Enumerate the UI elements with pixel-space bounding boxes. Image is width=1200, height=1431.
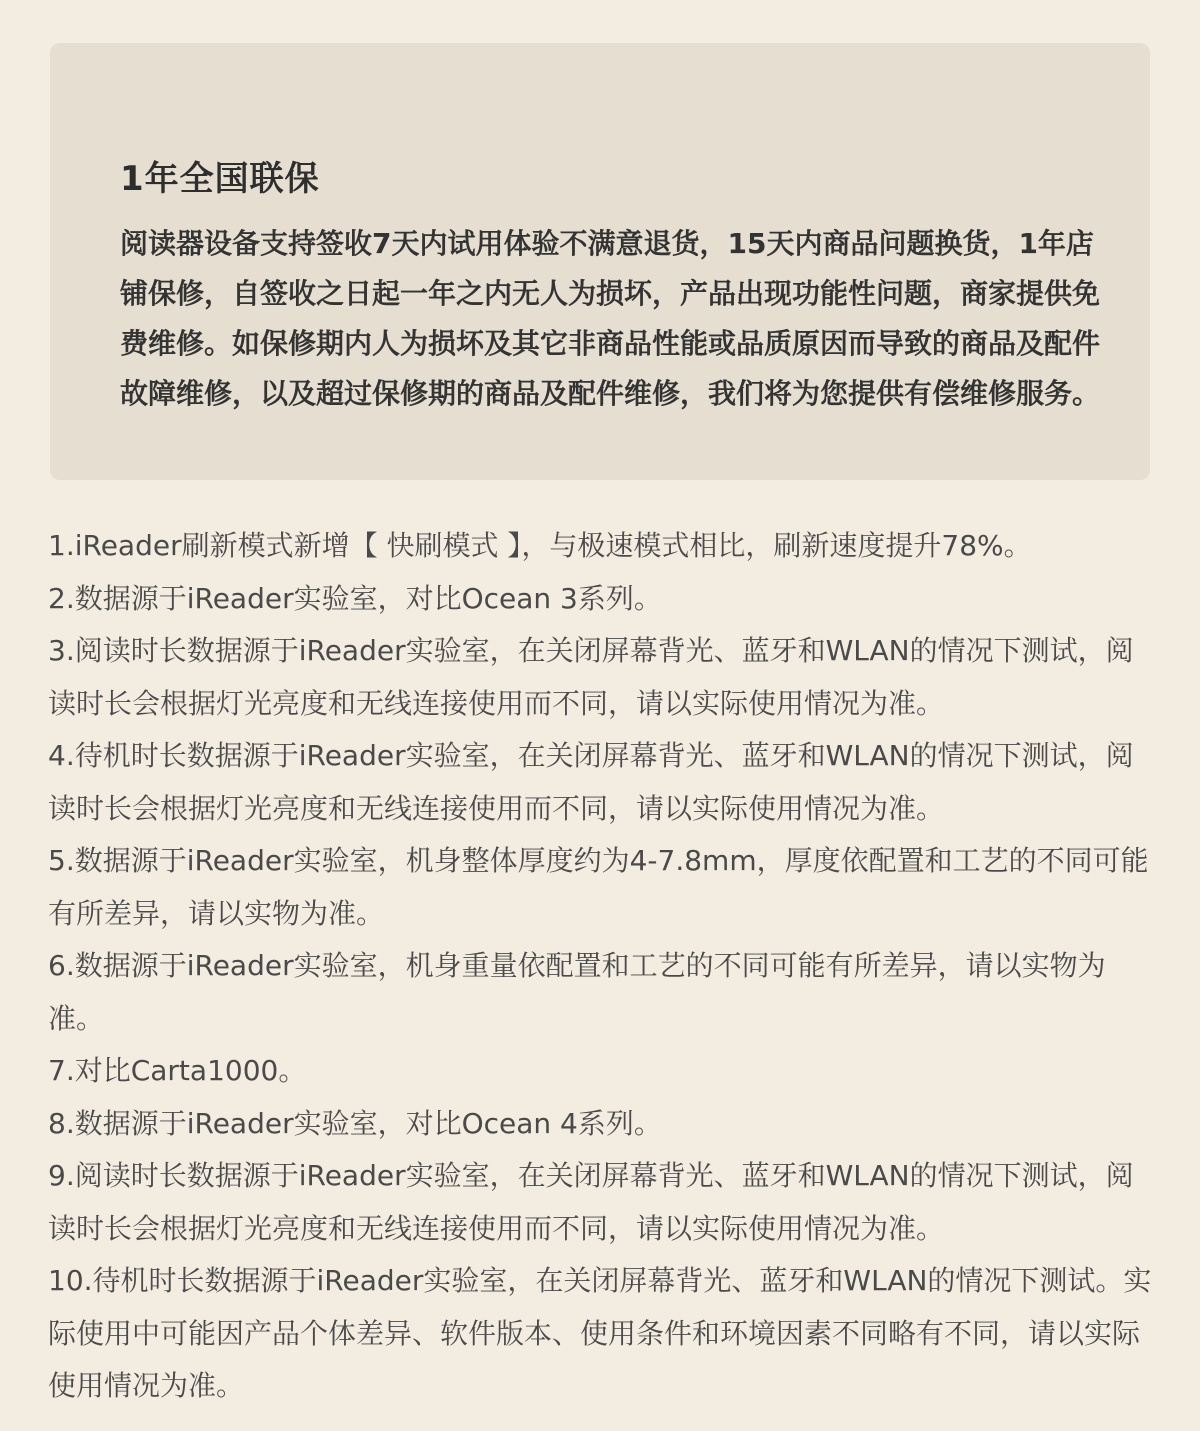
footnote-item: 5.数据源于iReader实验室，机身整体厚度约为4-7.8mm，厚度依配置和工艺的不同可能有所差异，请以实物为准。 <box>48 844 1149 930</box>
warranty-card <box>50 43 1150 480</box>
footnote-item: 9.阅读时长数据源于iReader实验室，在关闭屏幕背光、蓝牙和WLAN的情况下测试，阅读时长会根据灯光亮度和无线连接使用而不同，请以实际使用情况为准。 <box>48 1159 1134 1245</box>
footnote-item: 1.iReader刷新模式新增【 快刷模式 】，与极速模式相比，刷新速度提升78%。 <box>48 529 1032 562</box>
warranty-title: 1年全国联保 <box>120 159 320 199</box>
footnote-item: 3.阅读时长数据源于iReader实验室，在关闭屏幕背光、蓝牙和WLAN的情况下测试，阅读时长会根据灯光亮度和无线连接使用而不同，请以实际使用情况为准。 <box>48 634 1134 720</box>
footnote-item: 7.对比Carta1000。 <box>48 1054 307 1087</box>
footnotes-list <box>48 520 1158 1413</box>
footnote-item: 4.待机时长数据源于iReader实验室，在关闭屏幕背光、蓝牙和WLAN的情况下测试，阅读时长会根据灯光亮度和无线连接使用而不同，请以实际使用情况为准。 <box>48 739 1134 825</box>
footnote-item: 8.数据源于iReader实验室，对比Ocean 4系列。 <box>48 1106 662 1140</box>
footnote-item: 6.数据源于iReader实验室，机身重量依配置和工艺的不同可能有所差异，请以实物为准。 <box>48 949 1106 1035</box>
footnote-item: 10.待机时长数据源于iReader实验室，在关闭屏幕背光、蓝牙和WLAN的情况下测试。实际使用中可能因产品个体差异、软件版本、使用条件和环境因素不同略有不同，请以实际使用情况为准。 <box>48 1264 1152 1402</box>
footnote-item: 2.数据源于iReader实验室，对比Ocean 3系列。 <box>48 581 662 615</box>
warranty-body: 阅读器设备支持签收7天内试用体验不满意退货，15天内商品问题换货，1年店铺保修，自签收之日起一年之内无人为损坏，产品出现功能性问题，商家提供免费维修。如保修期内人为损坏及其它非商品性能或品质原因而导致的商品及配件故障维修，以及超过保修期的商品及配件维修，我们将为您提供有偿维修服务。 <box>120 227 1101 410</box>
